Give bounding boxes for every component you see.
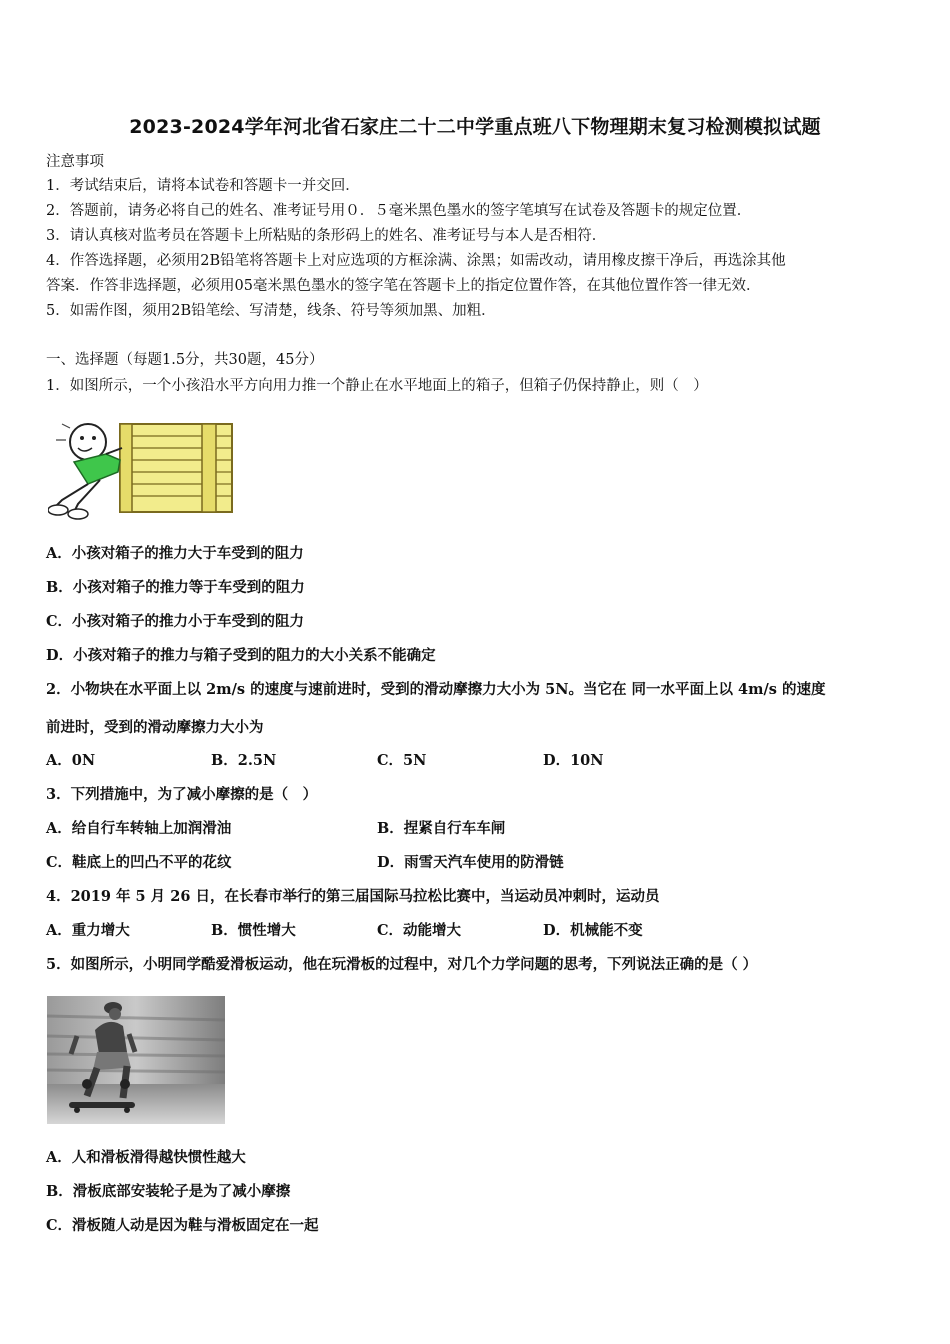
option: B．小孩对箱子的推力等于车受到的阻力	[46, 579, 305, 596]
question-3-stem: 3．下列措施中，为了减小摩擦的是（ ）	[46, 786, 318, 803]
notice-item: 答案．作答非选择题，必须用05毫米黑色墨水的签字笔在答题卡上的指定位置作答，在其他位置作答一律无效．	[46, 278, 761, 294]
notice-heading: 注意事项	[46, 154, 104, 170]
option: A．小孩对箱子的推力大于车受到的阻力	[46, 545, 304, 562]
option: C．动能增大	[377, 922, 462, 939]
option: A．重力增大	[46, 922, 130, 939]
option: A．给自行车转轴上加润滑油	[46, 820, 232, 837]
option: D．小孩对箱子的推力与箱子受到的阻力的大小关系不能确定	[46, 647, 436, 664]
skateboarder-photo	[47, 996, 225, 1128]
page-title: 2023-2024学年河北省石家庄二十二中学重点班八下物理期末复习检测模拟试题	[129, 116, 821, 138]
option: D．机械能不变	[543, 922, 643, 939]
option: A．0N	[46, 752, 96, 769]
option: D．10N	[543, 752, 604, 769]
option: B．滑板底部安装轮子是为了减小摩擦	[46, 1183, 291, 1200]
question-2-stem: 2．小物块在水平面上以 2m/s 的速度与速前进时，受到的滑动摩擦力大小为 5N。当它在 同一水平面上以 4m/s 的速度	[46, 681, 826, 698]
question-2-stem-cont: 前进时，受到的滑动摩擦力大小为	[46, 719, 264, 736]
question-1-stem: 1．如图所示，一个小孩沿水平方向用力推一个静止在水平地面上的箱子，但箱子仍保持静止，则（ ）	[46, 378, 708, 394]
option: C．5N	[377, 752, 427, 769]
option: B．捏紧自行车车闸	[377, 820, 506, 837]
section-heading: 一、选择题（每题1.5分，共30题，45分）	[46, 352, 324, 368]
option: C．滑板随人动是因为鞋与滑板固定在一起	[46, 1217, 319, 1234]
child-pushing-box-illustration	[48, 418, 240, 524]
notice-item: 5．如需作图，须用2B铅笔绘、写清楚，线条、符号等须加黑、加粗．	[46, 303, 496, 319]
notice-item: 4．作答选择题，必须用2B铅笔将答题卡上对应选项的方框涂满、涂黑；如需改动，请用橡皮擦干净后，再选涂其他	[46, 253, 786, 269]
option: B．2.5N	[211, 752, 277, 769]
question-5-stem: 5．如图所示，小明同学酷爱滑板运动，他在玩滑板的过程中，对几个力学问题的思考，下列说法正确的是（ ）	[46, 956, 758, 973]
option: C．鞋底上的凹凸不平的花纹	[46, 854, 232, 871]
option: C．小孩对箱子的推力小于车受到的阻力	[46, 613, 305, 630]
option: D．雨雪天汽车使用的防滑链	[377, 854, 564, 871]
notice-item: 1．考试结束后，请将本试卷和答题卡一并交回．	[46, 178, 360, 194]
question-4-stem: 4．2019 年 5 月 26 日，在长春市举行的第三届国际马拉松比赛中，当运动员冲刺时，运动员	[46, 888, 660, 905]
option: B．惯性增大	[211, 922, 296, 939]
notice-item: 2．答题前，请务必将自己的姓名、准考证号用０．５毫米黑色墨水的签字笔填写在试卷及答题卡的规定位置．	[46, 203, 752, 219]
option: A．人和滑板滑得越快惯性越大	[46, 1149, 246, 1166]
notice-item: 3．请认真核对监考员在答题卡上所粘贴的条形码上的姓名、准考证号与本人是否相符．	[46, 228, 607, 244]
